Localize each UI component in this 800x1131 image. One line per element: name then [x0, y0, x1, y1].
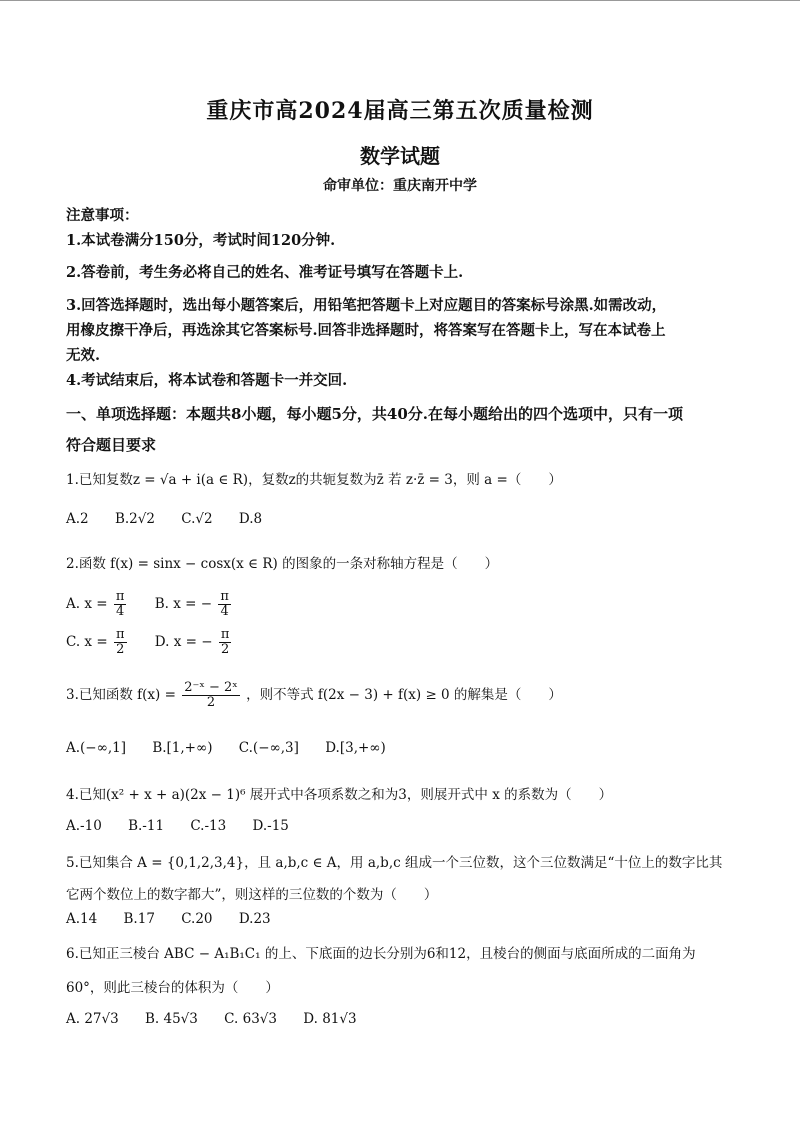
q2-option-b-label: B. x = − [154, 596, 213, 612]
section-heading-2: 符合题目要求 [66, 436, 157, 454]
q6-option-a: A. 27√3 [66, 1011, 119, 1027]
question-2-stem: 2.函数 f(x) = sinx − cosx(x ∈ R) 的图象的一条对称轴方程是（ ） [66, 556, 499, 572]
q1-option-a: A.2 [66, 511, 89, 527]
q2-c-numerator: π [115, 627, 125, 642]
note-3c: 无效. [66, 347, 101, 364]
q6-option-d: D. 81√3 [303, 1011, 357, 1027]
section-heading-1: 一、单项选择题：本题共8小题，每小题5分，共40分.在每小题给出的四个选项中，只有一项 [66, 405, 683, 423]
q2-option-c-label: C. x = [66, 634, 108, 650]
question-5-stem-2: 它两个数位上的数字都大”，则这样的三位数的个数为（ ） [66, 887, 438, 903]
q1-option-c: C.√2 [181, 511, 213, 527]
q2-option-a-fraction [114, 590, 127, 619]
question-2-options-ab [66, 590, 760, 619]
q3-option-a: A.(−∞,1] [66, 740, 127, 756]
q3-option-d: D.[3,+∞) [325, 740, 386, 756]
question-3-options [66, 740, 760, 756]
q2-option-d-label: D. x = − [154, 634, 213, 650]
q4-option-b: B.-11 [128, 818, 165, 834]
note-4: 4.考试结束后，将本试卷和答题卡一并交回. [66, 372, 348, 389]
q2-d-denominator: 2 [220, 642, 230, 657]
q2-c-denominator: 2 [116, 642, 125, 657]
q3-denominator: 2 [206, 695, 216, 710]
q1-option-d: D.8 [238, 511, 263, 527]
exam-title: 重庆市高2024届高三第五次质量检测 [206, 98, 594, 124]
note-2: 2.答卷前，考生务必将自己的姓名、准考证号填写在答题卡上. [66, 264, 464, 281]
q2-option-c-fraction [114, 628, 127, 657]
note-3a: 3.回答选择题时，选出每小题答案后，用铅笔把答题卡上对应题目的答案标号涂黑.如需改动， [66, 297, 667, 314]
q2-option-c [66, 627, 133, 657]
q6-option-b: B. 45√3 [145, 1011, 198, 1027]
q2-d-numerator: π [220, 627, 230, 642]
q1-option-b: B.2√2 [114, 511, 155, 527]
notes-heading: 注意事项： [66, 207, 139, 224]
q2-b-numerator: π [220, 589, 229, 604]
q3-fraction [182, 681, 240, 710]
q3-stem-post: ，则不等式 f(2x − 3) + f(x) ≥ 0 的解集是（ ） [246, 687, 562, 703]
question-2-options-cd [66, 628, 760, 657]
q5-option-b: B.17 [123, 911, 155, 927]
q2-option-a [66, 589, 133, 619]
question-4-options [66, 818, 760, 834]
q5-option-c: C.20 [181, 911, 213, 927]
q3-numerator: 2⁻ˣ − 2ˣ [184, 680, 238, 695]
q2-a-numerator: π [115, 589, 125, 604]
question-3-stem [66, 681, 760, 710]
note-3b: 用橡皮擦干净后，再选涂其它答案标号.回答非选择题时，将答案写在答题卡上，写在本试卷上 [66, 322, 666, 339]
question-4-stem: 4.已知(x² + x + a)(2x − 1)⁶ 展开式中各项系数之和为3，则展开式中 x 的系数为（ ） [66, 787, 613, 803]
q5-option-d: D.23 [238, 911, 271, 927]
q6-option-c: C. 63√3 [224, 1011, 277, 1027]
exam-unit: 命审单位：重庆南开中学 [323, 178, 477, 194]
q5-option-a: A.14 [66, 911, 98, 927]
q4-option-c: C.-13 [190, 818, 227, 834]
q2-b-denominator: 4 [220, 604, 229, 619]
note-1: 1.本试卷满分150分，考试时间120分钟. [66, 232, 336, 249]
q2-a-denominator: 4 [115, 604, 125, 619]
question-1-stem: 1.已知复数z = √a + i(a ∈ R)，复数z的共轭复数为z̄ 若 z·z̄ = 3，则 a =（ ） [66, 472, 562, 488]
question-5-options [66, 911, 760, 927]
exam-subject: 数学试题 [360, 144, 440, 168]
q4-option-d: D.-15 [252, 818, 289, 834]
q2-option-b [154, 589, 233, 619]
q2-option-d [154, 627, 234, 657]
q2-option-a-label: A. x = [66, 596, 108, 612]
top-edge [0, 0, 800, 1]
question-5-stem-1: 5.已知集合 A = {0,1,2,3,4}，且 a,b,c ∈ A，用 a,b,c 组成一个三位数，这个三位数满足“十位上的数字比其 [66, 855, 723, 871]
q3-stem-pre: 3.已知函数 f(x) = [66, 687, 176, 703]
question-1-options [66, 511, 760, 527]
question-6-stem-2: 60°，则此三棱台的体积为（ ） [66, 980, 279, 996]
q2-option-d-fraction [219, 628, 232, 657]
q4-option-a: A.-10 [66, 818, 102, 834]
question-6-options [66, 1011, 760, 1027]
q3-option-c: C.(−∞,3] [238, 740, 299, 756]
question-6-stem-1: 6.已知正三棱台 ABC − A₁B₁C₁ 的上、下底面的边长分别为6和12，且棱台的侧面与底面所成的二面角为 [66, 946, 696, 962]
q3-option-b: B.[1,+∞) [152, 740, 213, 756]
q2-option-b-fraction [218, 590, 231, 619]
